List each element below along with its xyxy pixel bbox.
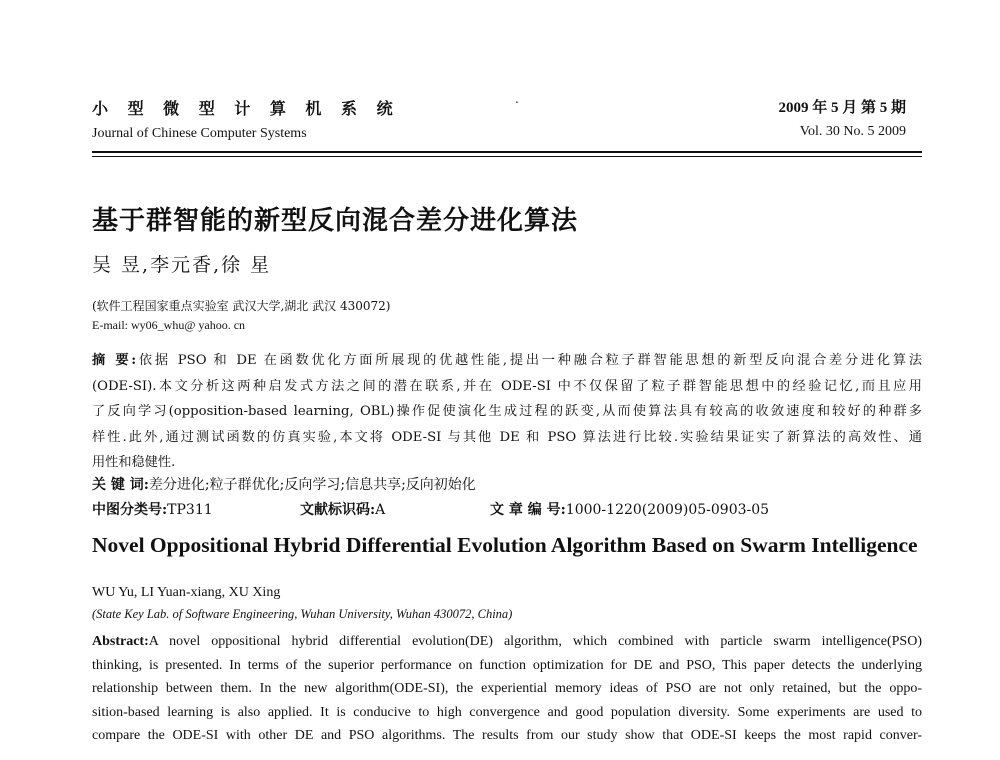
header-rule-thick (92, 151, 922, 153)
article-no-label: 文 章 编 号: (490, 502, 566, 518)
abstract-en-line: compare the ODE-SI with other DE and PSO algorithms. The results from our study show that ODE-SI keeps the most rapid conver- (92, 728, 922, 743)
stray-dot: . (515, 92, 519, 106)
doc-code-value: A (375, 502, 386, 518)
issue-header (778, 96, 906, 140)
clc-number (92, 499, 213, 519)
abstract-cn-label: 摘 要: (92, 353, 137, 368)
journal-name-cn: 小 型 微 型 计 算 机 系 统 (92, 99, 400, 118)
abstract-en-line: sition-based learning is also applied. It is conducive to high convergence and good population diversity. Some experiments are used to (92, 704, 922, 720)
affiliation-cn: (软件工程国家重点实验室 武汉大学,湖北 武汉 430072) (92, 299, 391, 313)
abstract-en-line: thinking, is presented. In terms of the superior performance on function optimization for DE and PSO, This paper detects the underlying (92, 657, 922, 673)
clc-value: TP311 (167, 502, 213, 518)
keywords-cn-label: 关 键 词: (92, 477, 149, 493)
keywords-cn-text: 差分进化;粒子群优化;反向学习;信息共享;反向初始化 (148, 477, 476, 493)
abstract-cn-text: 依据 PSO 和 DE 在函数优化方面所展现的优越性能,提出一种融合粒子群智能思想的新型反向混合差分进化算法 (136, 353, 923, 368)
article-number (490, 499, 769, 519)
abstract-en-line (92, 630, 922, 654)
abstract-en (92, 630, 922, 748)
issue-date-cn: 2009 年 5 月 第 5 期 (778, 100, 906, 116)
abstract-en-label: Abstract: (92, 634, 149, 649)
journal-header (92, 96, 400, 142)
clc-label: 中图分类号: (92, 502, 168, 518)
abstract-cn-line: 样性.此外,通过测试函数的仿真实验,本文将 ODE-SI 与其他 DE 和 PSO 算法进行比较.实验结果证实了新算法的高效性、通 (92, 429, 922, 445)
abstract-cn-line: 了反向学习(opposition-based learning, OBL)操作促使演化生成过程的跃变,从而使算法具有较高的收敛速度和较好的种群多 (92, 404, 922, 419)
keywords-cn (92, 474, 476, 494)
paper-title-en: Novel Oppositional Hybrid Differential Evolution Algorithm Based on Swarm Intelligence (92, 533, 918, 557)
abstract-cn-line: 用性和稳健性. (92, 455, 176, 470)
abstract-en-line: relationship between them. In the new algorithm(ODE-SI), the experiential memory ideas of PSO are not only retained, but the oppo- (92, 681, 922, 696)
doc-code-label: 文献标识码: (300, 502, 376, 518)
journal-name-en: Journal of Chinese Computer Systems (92, 126, 307, 141)
abstract-cn-line (92, 348, 922, 374)
author-email: E-mail: wy06_whu@ yahoo. cn (92, 318, 246, 332)
article-no-value: 1000-1220(2009)05-0903-05 (565, 502, 770, 518)
abstract-en-text: A novel oppositional hybrid differential evolution(DE) algorithm, which combined with particle swarm intelligence(PSO) (148, 634, 922, 649)
authors-en: WU Yu, LI Yuan-xiang, XU Xing (92, 585, 281, 600)
abstract-cn (92, 348, 922, 476)
affiliation-en: (State Key Lab. of Software Engineering, Wuhan University, Wuhan 430072, China) (92, 607, 513, 621)
issue-volume-en: Vol. 30 No. 5 2009 (799, 124, 906, 139)
authors-cn: 吴 昱,李元香,徐 星 (92, 254, 272, 276)
abstract-cn-line: (ODE-SI).本文分析这两种启发式方法之间的潜在联系,并在 ODE-SI 中不仅保留了粒子群智能思想中的经验记忆,而且应用 (92, 378, 922, 394)
document-code (300, 499, 385, 519)
paper-title-cn: 基于群智能的新型反向混合差分进化算法 (92, 206, 579, 236)
header-rule-thin (92, 156, 922, 157)
